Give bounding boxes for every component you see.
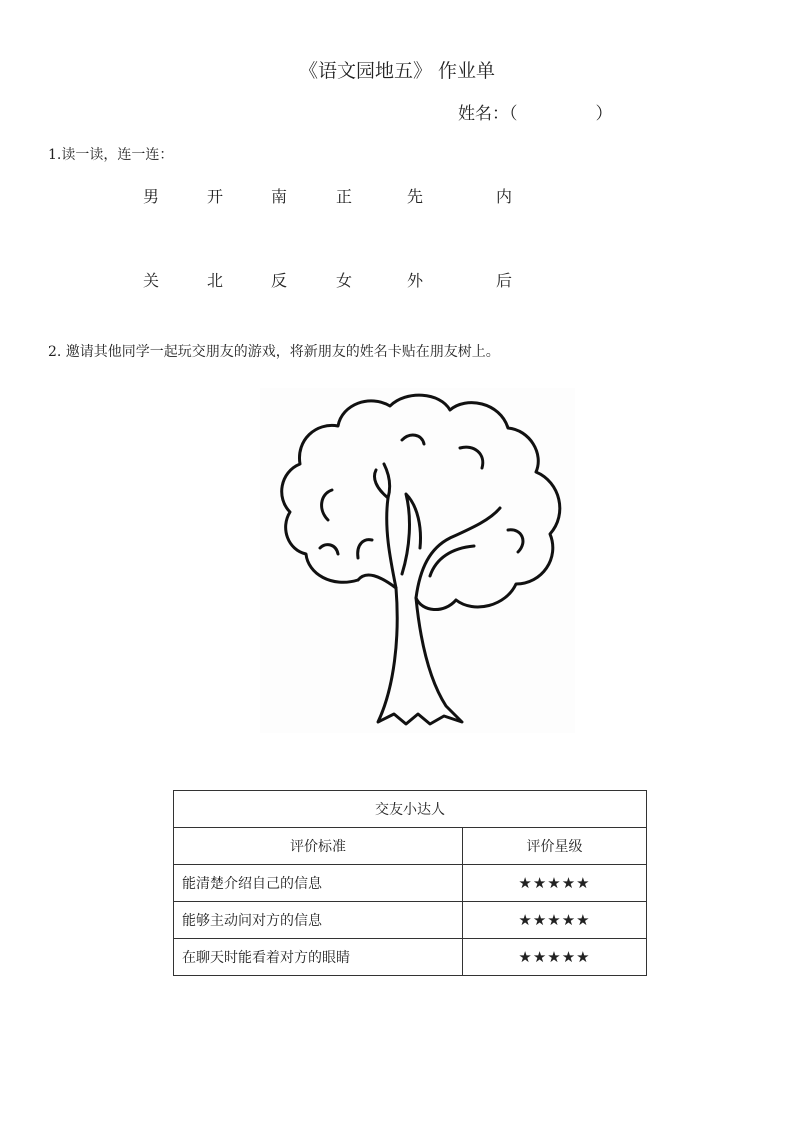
name-label: 姓名：（ [458, 104, 518, 124]
tree-outline-icon [260, 388, 575, 733]
match-char-top[interactable]: 开 [207, 187, 224, 206]
star-rating[interactable]: ★★★★★ [463, 902, 647, 939]
name-field [458, 99, 613, 124]
table-header-rating: 评价星级 [463, 828, 647, 865]
criterion-cell: 能清楚介绍自己的信息 [174, 865, 463, 902]
match-char-bottom[interactable]: 关 [143, 271, 160, 290]
match-char-bottom[interactable]: 女 [336, 271, 353, 290]
criterion-cell: 能够主动问对方的信息 [174, 902, 463, 939]
match-char-top[interactable]: 男 [143, 187, 160, 206]
match-char-top[interactable]: 内 [496, 187, 513, 206]
table-row [174, 939, 647, 976]
match-char-bottom[interactable]: 外 [407, 271, 424, 290]
table-row [174, 865, 647, 902]
page-title: 《语文园地五》 作业单 [298, 60, 496, 82]
question-2-prompt: 2. 邀请其他同学一起玩交朋友的游戏，将新朋友的姓名卡贴在朋友树上。 [48, 344, 500, 360]
table-header-criteria: 评价标准 [174, 828, 463, 865]
evaluation-table [173, 790, 647, 976]
match-char-bottom[interactable]: 北 [207, 271, 224, 290]
table-title: 交友小达人 [174, 791, 647, 828]
match-char-top[interactable]: 南 [271, 187, 288, 206]
question-1-prompt: 1.读一读，连一连： [48, 147, 174, 163]
star-rating[interactable]: ★★★★★ [463, 939, 647, 976]
match-char-bottom[interactable]: 后 [496, 271, 513, 290]
star-rating[interactable]: ★★★★★ [463, 865, 647, 902]
match-char-bottom[interactable]: 反 [271, 271, 288, 290]
name-close-paren: ） [595, 104, 613, 124]
match-char-top[interactable]: 正 [336, 187, 353, 206]
match-char-top[interactable]: 先 [407, 187, 424, 206]
criterion-cell: 在聊天时能看着对方的眼睛 [174, 939, 463, 976]
table-row [174, 902, 647, 939]
